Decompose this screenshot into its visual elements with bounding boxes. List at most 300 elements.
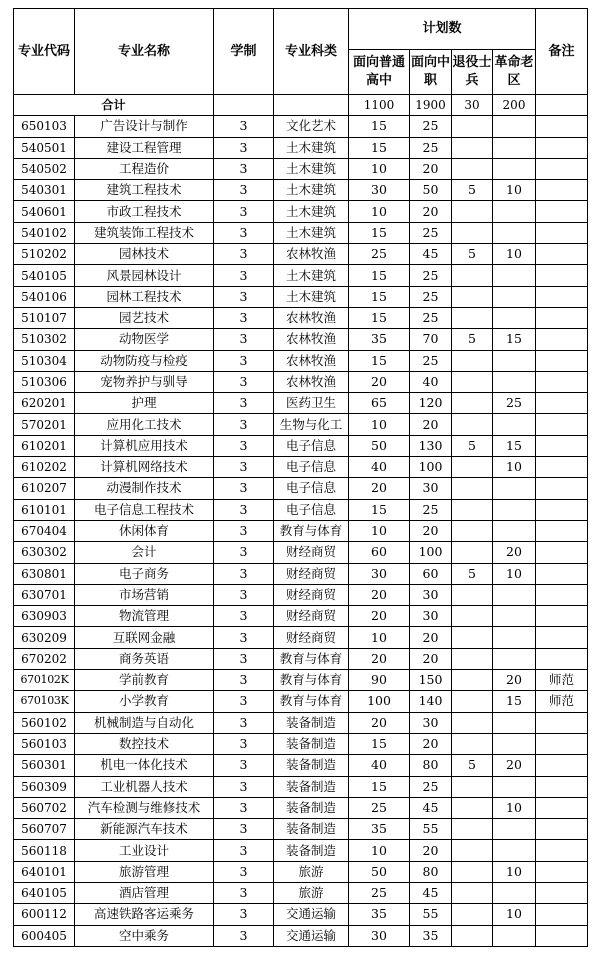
cell-code: 650103: [14, 116, 75, 137]
cell-name: 学前教育: [75, 670, 214, 691]
cell-vocational: 55: [410, 904, 452, 925]
cell-name: 电子信息工程技术: [75, 499, 214, 520]
cell-vocational: 20: [410, 414, 452, 435]
cell-veterans: [452, 137, 493, 158]
cell-general: 15: [349, 307, 410, 328]
cell-remark: [536, 840, 588, 861]
cell-name: 广告设计与制作: [75, 116, 214, 137]
table-row: [14, 542, 588, 563]
cell-code: 630801: [14, 563, 75, 584]
cell-vocational: 55: [410, 819, 452, 840]
cell-oldbase: [493, 201, 536, 222]
header-remark: 备注: [536, 9, 588, 95]
total-remark: [536, 95, 588, 116]
cell-years: 3: [214, 307, 274, 328]
table-row: [14, 137, 588, 158]
cell-veterans: [452, 861, 493, 882]
cell-name: 园林工程技术: [75, 286, 214, 307]
cell-code: 560702: [14, 797, 75, 818]
cell-category: 装备制造: [274, 819, 349, 840]
cell-code: 560103: [14, 733, 75, 754]
cell-veterans: [452, 733, 493, 754]
cell-name: 园林技术: [75, 244, 214, 265]
cell-code: 670103K: [14, 691, 75, 712]
cell-years: 3: [214, 222, 274, 243]
cell-oldbase: [493, 371, 536, 392]
cell-oldbase: [493, 627, 536, 648]
table-row: [14, 712, 588, 733]
cell-name: 动物医学: [75, 329, 214, 350]
cell-name: 机械制造与自动化: [75, 712, 214, 733]
cell-years: 3: [214, 776, 274, 797]
cell-vocational: 20: [410, 201, 452, 222]
cell-years: 3: [214, 925, 274, 946]
cell-veterans: [452, 670, 493, 691]
cell-veterans: [452, 542, 493, 563]
cell-veterans: [452, 776, 493, 797]
cell-oldbase: 15: [493, 691, 536, 712]
cell-vocational: 70: [410, 329, 452, 350]
cell-years: 3: [214, 137, 274, 158]
cell-veterans: [452, 222, 493, 243]
cell-veterans: 5: [452, 435, 493, 456]
cell-general: 90: [349, 670, 410, 691]
cell-years: 3: [214, 627, 274, 648]
cell-oldbase: 10: [493, 861, 536, 882]
table-row: [14, 563, 588, 584]
total-oldbase: 200: [493, 95, 536, 116]
table-row: [14, 201, 588, 222]
table-row: [14, 158, 588, 179]
cell-code: 540301: [14, 180, 75, 201]
cell-name: 电子商务: [75, 563, 214, 584]
cell-code: 570201: [14, 414, 75, 435]
cell-veterans: [452, 648, 493, 669]
table-row: [14, 371, 588, 392]
table-row: [14, 307, 588, 328]
cell-general: 10: [349, 201, 410, 222]
cell-category: 旅游: [274, 861, 349, 882]
cell-general: 15: [349, 222, 410, 243]
cell-vocational: 45: [410, 797, 452, 818]
cell-years: 3: [214, 648, 274, 669]
cell-vocational: 130: [410, 435, 452, 456]
table-row: [14, 350, 588, 371]
cell-oldbase: [493, 819, 536, 840]
table-row: [14, 861, 588, 882]
table-row: [14, 457, 588, 478]
cell-general: 15: [349, 350, 410, 371]
cell-category: 装备制造: [274, 840, 349, 861]
table-row: [14, 478, 588, 499]
cell-name: 高速铁路客运乘务: [75, 904, 214, 925]
cell-years: 3: [214, 265, 274, 286]
cell-vocational: 25: [410, 286, 452, 307]
cell-veterans: [452, 201, 493, 222]
table-row: [14, 116, 588, 137]
cell-oldbase: 10: [493, 244, 536, 265]
cell-years: 3: [214, 882, 274, 903]
cell-veterans: [452, 925, 493, 946]
cell-general: 15: [349, 286, 410, 307]
cell-category: 电子信息: [274, 457, 349, 478]
table-row: [14, 244, 588, 265]
cell-remark: [536, 563, 588, 584]
cell-category: 旅游: [274, 882, 349, 903]
cell-remark: [536, 265, 588, 286]
cell-name: 工业设计: [75, 840, 214, 861]
cell-category: 装备制造: [274, 776, 349, 797]
cell-remark: [536, 542, 588, 563]
cell-general: 60: [349, 542, 410, 563]
cell-remark: [536, 478, 588, 499]
cell-general: 25: [349, 797, 410, 818]
cell-general: 20: [349, 712, 410, 733]
cell-code: 670202: [14, 648, 75, 669]
table-row: [14, 499, 588, 520]
cell-remark: 师范: [536, 670, 588, 691]
cell-remark: [536, 797, 588, 818]
table-row: [14, 925, 588, 946]
cell-code: 540601: [14, 201, 75, 222]
total-row: [14, 95, 588, 116]
cell-years: 3: [214, 861, 274, 882]
cell-general: 25: [349, 882, 410, 903]
cell-veterans: [452, 520, 493, 541]
cell-veterans: [452, 350, 493, 371]
cell-code: 670102K: [14, 670, 75, 691]
cell-code: 610202: [14, 457, 75, 478]
cell-remark: [536, 307, 588, 328]
cell-name: 建筑工程技术: [75, 180, 214, 201]
cell-years: 3: [214, 201, 274, 222]
cell-oldbase: [493, 925, 536, 946]
table-row: [14, 180, 588, 201]
cell-veterans: 5: [452, 180, 493, 201]
cell-remark: [536, 520, 588, 541]
cell-general: 30: [349, 925, 410, 946]
cell-code: 630302: [14, 542, 75, 563]
cell-remark: [536, 158, 588, 179]
cell-category: 农林牧渔: [274, 307, 349, 328]
cell-category: 财经商贸: [274, 542, 349, 563]
cell-vocational: 140: [410, 691, 452, 712]
cell-name: 休闲体育: [75, 520, 214, 541]
cell-oldbase: [493, 478, 536, 499]
table-row: [14, 584, 588, 605]
table-row: [14, 286, 588, 307]
table-row: [14, 904, 588, 925]
table-row: [14, 733, 588, 754]
cell-veterans: [452, 116, 493, 137]
cell-oldbase: [493, 648, 536, 669]
cell-oldbase: [493, 350, 536, 371]
cell-oldbase: [493, 116, 536, 137]
cell-years: 3: [214, 371, 274, 392]
cell-remark: [536, 819, 588, 840]
cell-vocational: 45: [410, 882, 452, 903]
cell-code: 630209: [14, 627, 75, 648]
table-row: [14, 797, 588, 818]
cell-category: 装备制造: [274, 797, 349, 818]
cell-years: 3: [214, 712, 274, 733]
cell-general: 15: [349, 116, 410, 137]
cell-remark: [536, 414, 588, 435]
cell-vocational: 20: [410, 840, 452, 861]
cell-code: 560309: [14, 776, 75, 797]
cell-oldbase: [493, 776, 536, 797]
cell-general: 50: [349, 435, 410, 456]
cell-years: 3: [214, 350, 274, 371]
cell-vocational: 25: [410, 307, 452, 328]
total-label: 合计: [14, 95, 214, 116]
cell-category: 财经商贸: [274, 563, 349, 584]
cell-oldbase: [493, 222, 536, 243]
cell-oldbase: 10: [493, 904, 536, 925]
cell-general: 25: [349, 244, 410, 265]
cell-category: 农林牧渔: [274, 329, 349, 350]
cell-years: 3: [214, 563, 274, 584]
cell-name: 商务英语: [75, 648, 214, 669]
total-years: [214, 95, 274, 116]
cell-oldbase: 10: [493, 563, 536, 584]
cell-code: 540102: [14, 222, 75, 243]
cell-code: 640105: [14, 882, 75, 903]
cell-category: 财经商贸: [274, 627, 349, 648]
cell-code: 540502: [14, 158, 75, 179]
cell-remark: [536, 329, 588, 350]
header-vocational: 面向中职: [410, 50, 452, 95]
cell-name: 建设工程管理: [75, 137, 214, 158]
cell-vocational: 20: [410, 733, 452, 754]
cell-name: 计算机网络技术: [75, 457, 214, 478]
cell-remark: 师范: [536, 691, 588, 712]
table-row: [14, 776, 588, 797]
cell-category: 土木建筑: [274, 201, 349, 222]
cell-general: 20: [349, 478, 410, 499]
cell-veterans: [452, 691, 493, 712]
cell-general: 10: [349, 158, 410, 179]
cell-remark: [536, 371, 588, 392]
cell-code: 630701: [14, 584, 75, 605]
cell-years: 3: [214, 435, 274, 456]
cell-general: 30: [349, 180, 410, 201]
cell-remark: [536, 435, 588, 456]
table-row: [14, 606, 588, 627]
header-name: 专业名称: [75, 9, 214, 95]
cell-name: 小学教育: [75, 691, 214, 712]
cell-name: 动漫制作技术: [75, 478, 214, 499]
cell-general: 50: [349, 861, 410, 882]
cell-years: 3: [214, 606, 274, 627]
cell-years: 3: [214, 840, 274, 861]
cell-years: 3: [214, 158, 274, 179]
table-row: [14, 840, 588, 861]
cell-general: 20: [349, 606, 410, 627]
cell-years: 3: [214, 733, 274, 754]
cell-vocational: 25: [410, 776, 452, 797]
cell-vocational: 20: [410, 158, 452, 179]
cell-code: 620201: [14, 393, 75, 414]
cell-veterans: [452, 286, 493, 307]
cell-vocational: 50: [410, 180, 452, 201]
cell-years: 3: [214, 520, 274, 541]
cell-veterans: [452, 414, 493, 435]
cell-veterans: [452, 819, 493, 840]
table-row: [14, 520, 588, 541]
cell-oldbase: 10: [493, 180, 536, 201]
cell-code: 540105: [14, 265, 75, 286]
table-row: [14, 691, 588, 712]
cell-name: 风景园林设计: [75, 265, 214, 286]
cell-oldbase: [493, 414, 536, 435]
cell-veterans: [452, 393, 493, 414]
cell-category: 农林牧渔: [274, 371, 349, 392]
cell-name: 互联网金融: [75, 627, 214, 648]
table-row: [14, 882, 588, 903]
cell-general: 10: [349, 627, 410, 648]
cell-remark: [536, 350, 588, 371]
cell-oldbase: [493, 307, 536, 328]
cell-veterans: [452, 265, 493, 286]
cell-category: 装备制造: [274, 733, 349, 754]
cell-category: 土木建筑: [274, 286, 349, 307]
cell-veterans: 5: [452, 244, 493, 265]
cell-category: 财经商贸: [274, 584, 349, 605]
cell-name: 护理: [75, 393, 214, 414]
cell-general: 15: [349, 265, 410, 286]
cell-remark: [536, 180, 588, 201]
table-row: [14, 627, 588, 648]
cell-remark: [536, 925, 588, 946]
cell-category: 财经商贸: [274, 606, 349, 627]
cell-remark: [536, 733, 588, 754]
cell-oldbase: 20: [493, 670, 536, 691]
cell-years: 3: [214, 904, 274, 925]
cell-oldbase: 15: [493, 435, 536, 456]
cell-oldbase: 15: [493, 329, 536, 350]
cell-name: 会计: [75, 542, 214, 563]
cell-veterans: [452, 904, 493, 925]
cell-name: 市政工程技术: [75, 201, 214, 222]
cell-oldbase: [493, 712, 536, 733]
cell-years: 3: [214, 819, 274, 840]
cell-years: 3: [214, 286, 274, 307]
cell-remark: [536, 116, 588, 137]
cell-vocational: 30: [410, 478, 452, 499]
cell-years: 3: [214, 691, 274, 712]
cell-vocational: 25: [410, 265, 452, 286]
cell-name: 数控技术: [75, 733, 214, 754]
cell-general: 10: [349, 520, 410, 541]
cell-general: 20: [349, 648, 410, 669]
cell-code: 560301: [14, 755, 75, 776]
cell-years: 3: [214, 180, 274, 201]
cell-years: 3: [214, 414, 274, 435]
cell-category: 医药卫生: [274, 393, 349, 414]
cell-veterans: [452, 627, 493, 648]
cell-code: 600112: [14, 904, 75, 925]
header-oldbase: 革命老区: [493, 50, 536, 95]
cell-oldbase: [493, 158, 536, 179]
cell-name: 工业机器人技术: [75, 776, 214, 797]
cell-name: 旅游管理: [75, 861, 214, 882]
cell-years: 3: [214, 457, 274, 478]
cell-veterans: [452, 840, 493, 861]
cell-remark: [536, 904, 588, 925]
cell-general: 20: [349, 584, 410, 605]
cell-general: 35: [349, 904, 410, 925]
cell-code: 610101: [14, 499, 75, 520]
cell-years: 3: [214, 542, 274, 563]
cell-oldbase: [493, 265, 536, 286]
cell-remark: [536, 584, 588, 605]
cell-name: 酒店管理: [75, 882, 214, 903]
cell-name: 空中乘务: [75, 925, 214, 946]
cell-general: 10: [349, 414, 410, 435]
cell-remark: [536, 137, 588, 158]
header-veterans: 退役士兵: [452, 50, 493, 95]
total-general: 1100: [349, 95, 410, 116]
cell-remark: [536, 499, 588, 520]
cell-veterans: [452, 307, 493, 328]
cell-code: 510202: [14, 244, 75, 265]
cell-oldbase: [493, 882, 536, 903]
cell-general: 10: [349, 840, 410, 861]
cell-vocational: 120: [410, 393, 452, 414]
cell-vocational: 25: [410, 499, 452, 520]
cell-remark: [536, 201, 588, 222]
table-row: [14, 435, 588, 456]
cell-years: 3: [214, 244, 274, 265]
cell-category: 交通运输: [274, 904, 349, 925]
cell-name: 园艺技术: [75, 307, 214, 328]
header-category: 专业科类: [274, 9, 349, 95]
cell-general: 65: [349, 393, 410, 414]
cell-category: 装备制造: [274, 712, 349, 733]
table-row: [14, 329, 588, 350]
cell-code: 610201: [14, 435, 75, 456]
cell-code: 670404: [14, 520, 75, 541]
cell-name: 宠物养护与驯导: [75, 371, 214, 392]
cell-veterans: 5: [452, 755, 493, 776]
cell-general: 100: [349, 691, 410, 712]
cell-general: 20: [349, 371, 410, 392]
cell-code: 640101: [14, 861, 75, 882]
cell-veterans: [452, 457, 493, 478]
cell-name: 物流管理: [75, 606, 214, 627]
cell-general: 40: [349, 755, 410, 776]
header-plan: 计划数: [349, 9, 536, 50]
cell-veterans: [452, 606, 493, 627]
cell-remark: [536, 627, 588, 648]
cell-category: 文化艺术: [274, 116, 349, 137]
cell-years: 3: [214, 478, 274, 499]
cell-code: 510302: [14, 329, 75, 350]
cell-veterans: 5: [452, 329, 493, 350]
cell-veterans: [452, 882, 493, 903]
cell-code: 630903: [14, 606, 75, 627]
header-general: 面向普通高中: [349, 50, 410, 95]
cell-category: 教育与体育: [274, 670, 349, 691]
cell-oldbase: 20: [493, 542, 536, 563]
cell-category: 生物与化工: [274, 414, 349, 435]
table-row: [14, 393, 588, 414]
cell-years: 3: [214, 329, 274, 350]
cell-code: 600405: [14, 925, 75, 946]
cell-years: 3: [214, 584, 274, 605]
cell-code: 560102: [14, 712, 75, 733]
